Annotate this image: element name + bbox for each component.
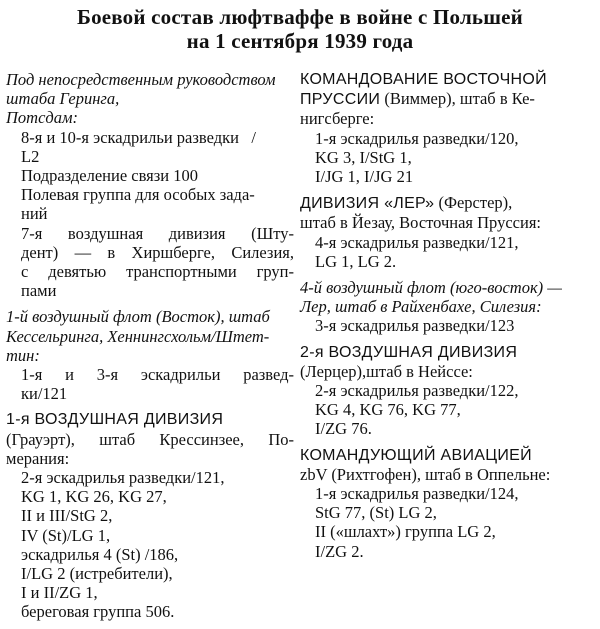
page-title xyxy=(0,5,600,53)
section-fleet-1 xyxy=(6,307,294,403)
unit-item: ки/121 xyxy=(21,384,68,404)
unit-item: II и III/StG 2, xyxy=(21,506,113,526)
unit-item: береговая группа 506. xyxy=(21,602,175,622)
section-heading: 1-й воздушный флот (Восток), штаб xyxy=(6,307,270,327)
section-heading: Под непосредственным руководством xyxy=(6,70,276,89)
unit-item: KG 1, KG 26, KG 27, xyxy=(21,487,167,507)
unit-item: KG 4, KG 76, KG 77, xyxy=(315,400,461,420)
unit-item: 2-я эскадрилья разведки/121, xyxy=(21,468,225,488)
section-heading: Потсдам: xyxy=(6,108,79,128)
unit-item: IV (St)/LG 1, xyxy=(21,525,111,545)
unit-item: 4-я эскадрилья разведки/121, xyxy=(315,232,519,252)
section-heading-caps: ПРУССИИ xyxy=(300,91,381,109)
section-heading: Кессельринга, Хеннингсхольм/Штет- xyxy=(6,326,270,346)
section-zbv-command xyxy=(300,446,594,561)
unit-item: StG 77, (St) LG 2, xyxy=(315,503,437,523)
section-heading: тин: xyxy=(6,345,40,365)
unit-item: ний xyxy=(21,204,48,224)
section-heading-caps: КОМАНДУЮЩИЙ АВИАЦИЕЙ xyxy=(300,446,532,464)
unit-item: Полевая группа для особых зада- xyxy=(21,185,255,205)
section-heading xyxy=(300,193,594,213)
unit-item: I/JG 1, I/JG 21 xyxy=(315,167,414,187)
section-heading-caps: 2-я ВОЗДУШНАЯ ДИВИЗИЯ xyxy=(300,343,518,361)
unit-item: I и II/ZG 1, xyxy=(21,583,98,603)
section-heading: штаб в Йезау, Восточная Пруссия: xyxy=(300,213,541,233)
unit-item: II («шлахт») группа LG 2, xyxy=(315,522,496,542)
section-air-division-1 xyxy=(6,410,294,621)
unit-item: 3-я эскадрилья разведки/123 xyxy=(315,316,515,336)
section-heading xyxy=(300,89,594,109)
section-heading-caps: 1-я ВОЗДУШНАЯ ДИВИЗИЯ xyxy=(6,411,224,429)
unit-item: 2-я эскадрилья разведки/122, xyxy=(315,381,519,401)
unit-item: L2 xyxy=(21,146,40,166)
section-heading: (Грауэрт), штаб Крессинзее, По- xyxy=(6,429,294,449)
unit-item: с девятью транспортными груп- xyxy=(21,262,294,282)
unit-item: эскадрилья 4 (St) /186, xyxy=(21,544,179,564)
unit-item: I/ZG 76. xyxy=(315,419,372,439)
unit-item: пами xyxy=(21,281,57,301)
section-heading: нигсберге: xyxy=(300,109,375,129)
unit-item: дент) — в Хиршберге, Силезия, xyxy=(21,242,294,262)
title-line-1: Боевой состав люфтваффе в войне с Польшей xyxy=(76,5,523,29)
title-line-2: на 1 сентября 1939 года xyxy=(186,29,414,53)
section-heading-caps: ДИВИЗИЯ «ЛЕР» xyxy=(300,195,435,213)
unit-item: 8-я и 10-я эскадрильи разведки / xyxy=(21,127,256,147)
section-heading-rest: (Ферстер), xyxy=(434,193,513,213)
unit-item: 1-я эскадрилья разведки/124, xyxy=(315,484,519,504)
left-column xyxy=(6,70,294,629)
section-heading-caps: КОМАНДОВАНИЕ ВОСТОЧНОЙ xyxy=(300,71,547,88)
section-heading: Лер, штаб в Райхенбахе, Силезия: xyxy=(300,297,542,317)
section-fleet-4 xyxy=(300,278,594,336)
unit-item: 1-я эскадрилья разведки/120, xyxy=(315,128,519,148)
section-heading: (Лерцер),штаб в Нейссе: xyxy=(300,361,473,381)
unit-item: I/ZG 2. xyxy=(315,541,364,561)
right-column xyxy=(300,70,594,568)
unit-item: LG 1, LG 2. xyxy=(315,251,397,271)
unit-item: I/LG 2 (истребители), xyxy=(21,564,173,584)
section-goering xyxy=(6,70,294,300)
section-lehr-division xyxy=(300,193,594,271)
section-air-division-2 xyxy=(300,343,594,439)
unit-item: 1-я и 3-я эскадрильи развед- xyxy=(21,365,294,385)
unit-item: 7-я воздушная дивизия (Шту- xyxy=(21,223,294,243)
unit-item: KG 3, I/StG 1, xyxy=(315,147,412,167)
section-heading: zbV (Рихтгофен), штаб в Оппельне: xyxy=(300,464,551,484)
section-heading: мерания: xyxy=(6,448,70,468)
unit-item: Подразделение связи 100 xyxy=(21,166,198,186)
section-heading-rest: (Виммер), штаб в Ке- xyxy=(380,89,535,109)
section-heading: 4-й воздушный флот (юго-восток) — xyxy=(300,278,562,298)
section-east-prussia xyxy=(300,70,594,186)
section-heading: штаба Геринга, xyxy=(6,89,120,109)
